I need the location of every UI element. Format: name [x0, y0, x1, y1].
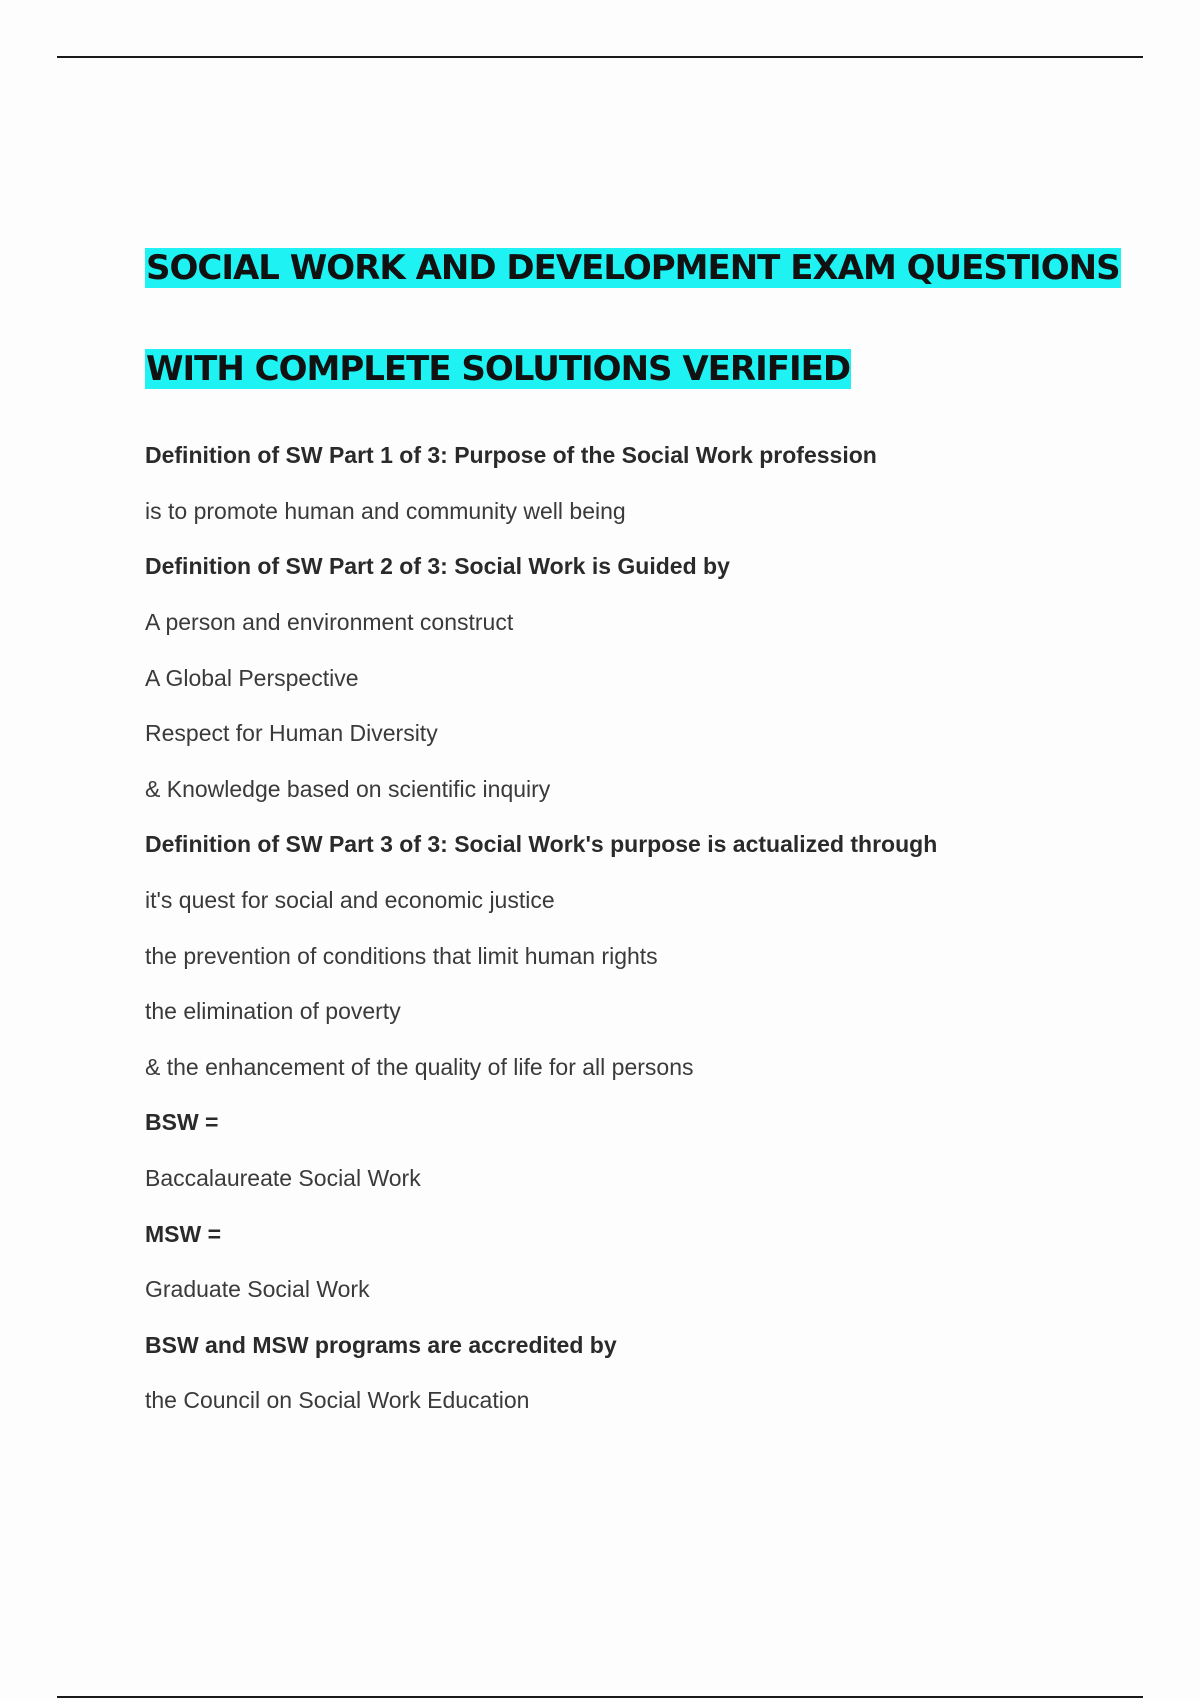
answer-line: & Knowledge based on scientific inquiry: [145, 776, 551, 802]
bottom-rule: [57, 1696, 1143, 1698]
document-title-line-1: [145, 243, 1121, 293]
question-sw-part-1: Definition of SW Part 1 of 3: Purpose of the Social Work profession: [145, 442, 877, 468]
answer-line: the prevention of conditions that limit human rights: [145, 943, 658, 969]
top-rule: [57, 56, 1143, 58]
title-highlight-2: WITH COMPLETE SOLUTIONS VERIFIED: [146, 349, 851, 389]
answer-line: Respect for Human Diversity: [145, 720, 438, 746]
question-msw: MSW =: [145, 1221, 222, 1247]
answer-line: the Council on Social Work Education: [145, 1387, 530, 1413]
answer-line: it's quest for social and economic justice: [145, 887, 555, 913]
question-sw-part-3: Definition of SW Part 3 of 3: Social Work's purpose is actualized through: [145, 831, 938, 857]
answer-line: & the enhancement of the quality of life for all persons: [145, 1054, 694, 1080]
document-title-line-2: [145, 344, 851, 394]
title-highlight-1: SOCIAL WORK AND DEVELOPMENT EXAM QUESTIONS: [146, 248, 1120, 288]
question-sw-part-2: Definition of SW Part 2 of 3: Social Work is Guided by: [145, 553, 730, 579]
question-accreditation: BSW and MSW programs are accredited by: [145, 1332, 617, 1358]
answer-line: is to promote human and community well being: [145, 498, 626, 524]
question-bsw: BSW =: [145, 1109, 219, 1135]
answer-line: A person and environment construct: [145, 609, 514, 635]
answer-line: Graduate Social Work: [145, 1276, 370, 1302]
answer-line: the elimination of poverty: [145, 998, 401, 1024]
answer-line: Baccalaureate Social Work: [145, 1165, 421, 1191]
answer-line: A Global Perspective: [145, 665, 359, 691]
